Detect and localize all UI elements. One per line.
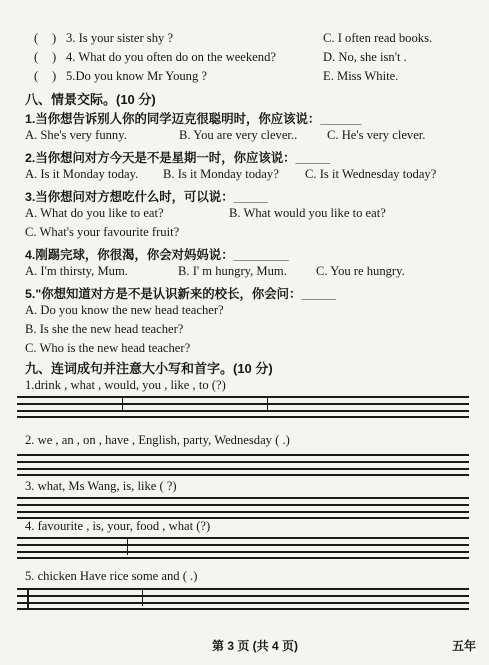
q5-option-a[interactable]: A. Do you know the new head teacher?	[25, 303, 224, 317]
writing-lines-3[interactable]	[17, 497, 469, 517]
q5-prompt: 5."你想知道对方是不是认识新来的校长，你会问：_____	[25, 287, 336, 301]
answer-bracket-close: )	[52, 69, 57, 83]
q1-option-c[interactable]: C. He's very clever.	[327, 128, 426, 142]
matching-answer: D. No, she isn't .	[323, 50, 407, 64]
page-number: 第 3 页 (共 4 页)	[212, 639, 299, 653]
section-8-title: 八、情景交际。(10 分)	[25, 92, 156, 107]
q1-prompt: 1.当你想告诉别人你的同学迈克很聪明时，你应该说：______	[25, 112, 362, 126]
matching-answer: E. Miss White.	[323, 69, 399, 83]
reorder-item-3: 3. what, Ms Wang, is, like ( ?)	[25, 479, 177, 493]
q4-prompt: 4.刚踢完球，你很渴，你会对妈妈说：________	[25, 248, 289, 262]
answer-bracket-open[interactable]: (	[34, 69, 39, 83]
q4-option-a[interactable]: A. I'm thirsty, Mum.	[25, 264, 128, 278]
q2-option-a[interactable]: A. Is it Monday today.	[25, 167, 139, 181]
q3-option-a[interactable]: A. What do you like to eat?	[25, 206, 164, 220]
answer-bracket-close: )	[52, 50, 57, 64]
q2-option-b[interactable]: B. Is it Monday today?	[163, 167, 279, 181]
answer-bracket-open[interactable]: (	[34, 50, 39, 64]
writing-lines-5[interactable]	[17, 588, 469, 608]
q3-prompt: 3.当你想问对方想吃什么时，可以说：_____	[25, 190, 269, 204]
reorder-item-1: 1.drink , what , would, you , like , to (?)	[25, 378, 226, 392]
answer-bracket-close: )	[52, 31, 57, 45]
writing-lines-4[interactable]	[17, 537, 469, 557]
matching-question: 4. What do you often do on the weekend?	[66, 50, 276, 64]
q1-option-b[interactable]: B. You are very clever..	[179, 128, 298, 142]
section-9-title: 九、连词成句并注意大小写和首字。(10 分)	[25, 361, 273, 376]
matching-question: 5.Do you know Mr Young ?	[66, 69, 207, 83]
matching-answer: C. I often read books.	[323, 31, 433, 45]
reorder-item-2: 2. we , an , on , have , English, party, Wednesday ( .)	[25, 433, 290, 447]
q2-option-c[interactable]: C. Is it Wednesday today?	[305, 167, 437, 181]
reorder-item-4: 4. favourite , is, your, food , what (?)	[25, 519, 211, 533]
reorder-item-5: 5. chicken Have rice some and ( .)	[25, 569, 198, 583]
writing-lines-1[interactable]	[17, 396, 469, 416]
grade-label: 五年	[452, 639, 477, 653]
q3-option-c[interactable]: C. What's your favourite fruit?	[25, 225, 180, 239]
answer-bracket-open[interactable]: (	[34, 31, 39, 45]
q5-option-c[interactable]: C. Who is the new head teacher?	[25, 341, 191, 355]
matching-question: 3. Is your sister shy ?	[66, 31, 174, 45]
q5-option-b[interactable]: B. Is she the new head teacher?	[25, 322, 184, 336]
writing-lines-2[interactable]	[17, 454, 469, 474]
q1-option-a[interactable]: A. She's very funny.	[25, 128, 127, 142]
q2-prompt: 2.当你想问对方今天是不是星期一时，你应该说：_____	[25, 151, 330, 165]
q3-option-b[interactable]: B. What would you like to eat?	[229, 206, 386, 220]
q4-option-c[interactable]: C. You re hungry.	[316, 264, 405, 278]
q4-option-b[interactable]: B. I' m hungry, Mum.	[178, 264, 287, 278]
